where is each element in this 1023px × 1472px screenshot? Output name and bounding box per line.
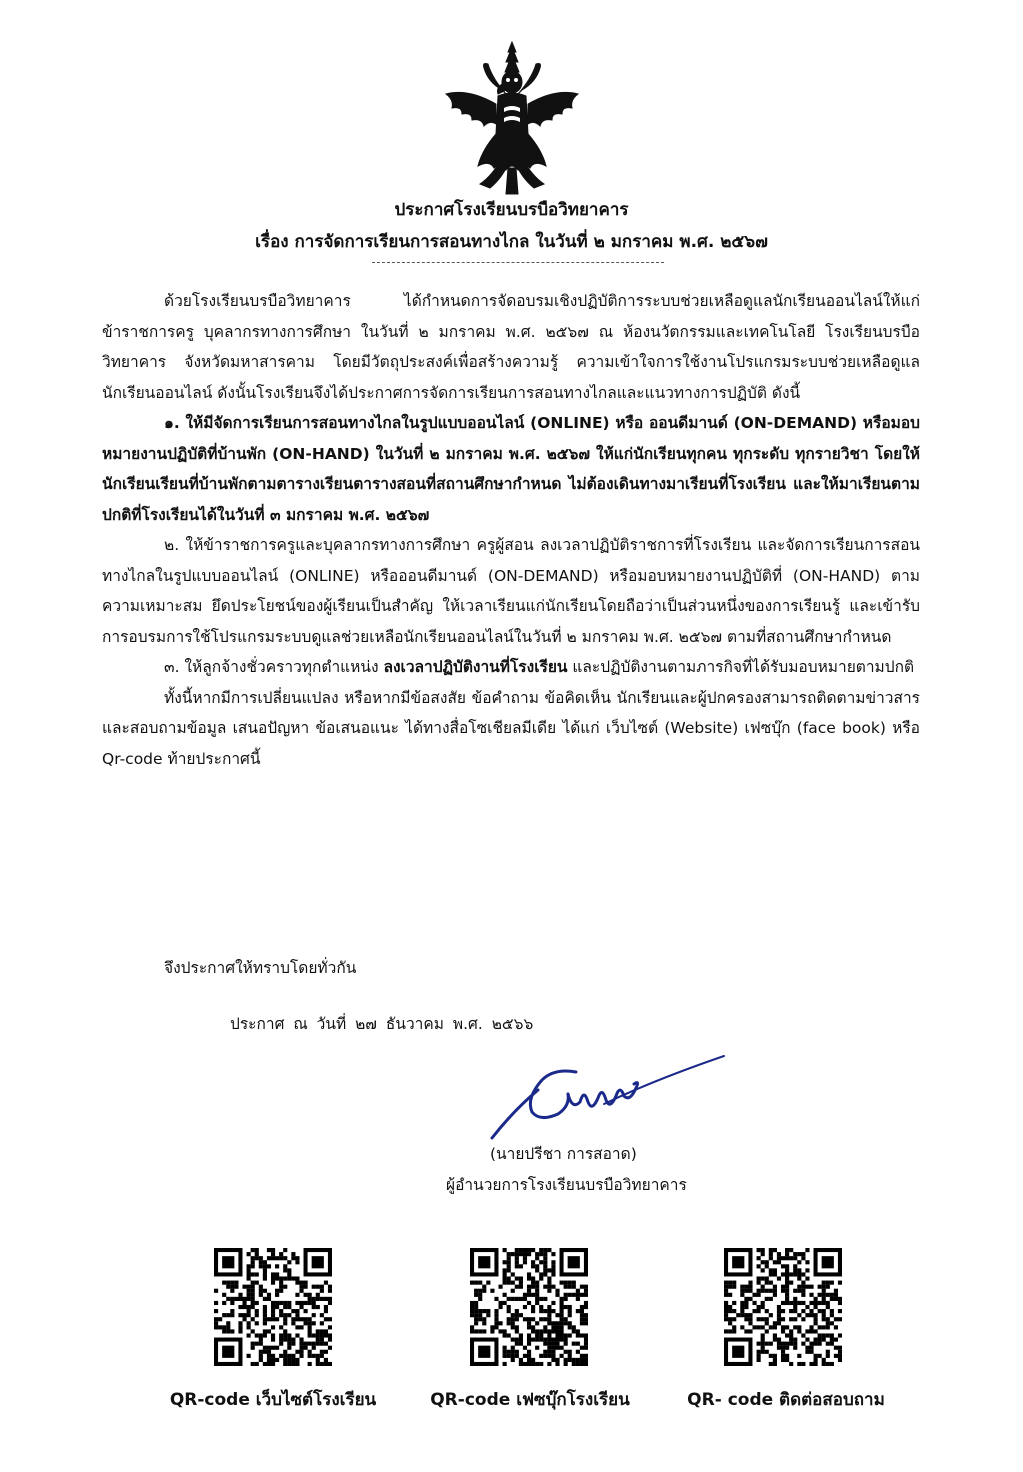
signature-image <box>484 1050 730 1142</box>
website-qr-label: QR-code เว็บไซต์โรงเรียน <box>169 1390 377 1410</box>
closing-statement: จึงประกาศให้ทราบโดยทั่วกัน <box>164 959 357 977</box>
item-1-paragraph: ๑. ให้มีจัดการเรียนการสอนทางไกลในรูปแบบออนไลน์ (ONLINE) หรือ ออนดีมานด์ (ON-DEMAND) หรือมอบหมายงานปฏิบัติที่บ้านพัก (ON-HAND) ในวันที่ ๒ มกราคม พ.ศ. ๒๕๖๗ ให้แก่นักเรียนทุกคน ทุกระดับ ทุกรายวิชา โดยให้นักเรียนเรียนที่บ้านพักตามตารางเรียนตารางสอนที่สถานศึกษากำหนด ไม่ต้องเดินทางมาเรียนที่โรงเรียน และให้มาเรียนตามปกติที่โรงเรียนได้ในวันที่ ๓ มกราคม พ.ศ. ๒๕๖๗ <box>102 414 920 524</box>
item-2-paragraph: ๒. ให้ข้าราชการครูและบุคลากรทางการศึกษา ครูผู้สอน ลงเวลาปฏิบัติราชการที่โรงเรียน และจัดการเรียนการสอนทางไกลในรูปแบบออนไลน์ (ONLINE) หรือออนดีมานด์ (ON-DEMAND) หรือมอบหมายงานปฏิบัติที่ (ON-HAND) ตามความเหมาะสม ยึดประโยชน์ของผู้เรียนเป็นสำคัญ ให้เวลาเรียนแก่นักเรียนโดยถือว่าเป็นส่วนหนึ่งของการเรียนรู้ และเข้ารับการอบรมการใช้โปรแกรมระบบดูแลช่วยเหลือนักเรียนออนไลน์ในวันที่ ๒ มกราคม พ.ศ. ๒๕๖๗ ตามที่สถานศึกษากำหนด <box>102 536 920 646</box>
announcement-date: ประกาศ ณ วันที่ ๒๗ ธันวาคม พ.ศ. ๒๕๖๖ <box>230 1015 534 1033</box>
item-3-emphasis: ลงเวลาปฏิบัติงานที่โรงเรียน <box>383 658 568 676</box>
item-3-paragraph <box>102 652 920 683</box>
website-qr-code[interactable] <box>214 1248 332 1366</box>
intro-paragraph: ด้วยโรงเรียนบรบือวิทยาคาร ได้กำหนดการจัดอบรมเชิงปฏิบัติการระบบช่วยเหลือดูแลนักเรียนออนไลน์ให้แก่ข้าราชการครู บุคลากรทางการศึกษา ในวันที่ ๒ มกราคม พ.ศ. ๒๕๖๗ ณ ห้องนวัตกรรมและเทคโนโลยี โรงเรียนบรบือวิทยาคาร จังหวัดมหาสารคาม โดยมีวัตถุประสงค์เพื่อสร้างความรู้ ความเข้าใจการใช้งานโปรแกรมระบบช่วยเหลือดูแลนักเรียนออนไลน์ ดังนั้นโรงเรียนจึงได้ประกาศการจัดการเรียนการสอนทางไกลและแนวทางการปฏิบัติ ดังนี้ <box>102 292 920 402</box>
announcement-body <box>102 286 920 774</box>
note-paragraph: ทั้งนี้หากมีการเปลี่ยนแปลง หรือหากมีข้อสงสัย ข้อคำถาม ข้อคิดเห็น นักเรียนและผู้ปกครองสามารถติดตามข่าวสาร และสอบถามข้อมูล เสนอปัญหา ข้อเสนอแนะ ได้ทางสื่อโซเชียลมีเดีย ได้แก่ เว็บไซต์ (Website) เฟซบุ๊ก (face book) หรือ Qr-code ท้ายประกาศนี้ <box>102 688 920 768</box>
signatory-name: (นายปรีชา การสอาด) <box>490 1145 637 1163</box>
item-3-text-end: และปฏิบัติงานตามภารกิจที่ได้รับมอบหมายตามปกติ <box>567 658 915 676</box>
garuda-emblem-icon <box>432 38 592 198</box>
contact-qr-label: QR- code ติดต่อสอบถาม <box>687 1390 885 1410</box>
signatory-position: ผู้อำนวยการโรงเรียนบรบือวิทยาคาร <box>446 1176 687 1194</box>
announcement-title: ประกาศโรงเรียนบรบือวิทยาคาร <box>394 200 629 220</box>
facebook-qr-label: QR-code เฟซบุ๊กโรงเรียน <box>430 1390 630 1410</box>
title-separator <box>372 262 664 263</box>
announcement-subject: เรื่อง การจัดการเรียนการสอนทางไกล ในวันที่ ๒ มกราคม พ.ศ. ๒๕๖๗ <box>255 232 768 252</box>
contact-qr-code[interactable] <box>724 1248 842 1366</box>
facebook-qr-code[interactable] <box>470 1248 588 1366</box>
item-3-text: ๓. ให้ลูกจ้างชั่วคราวทุกตำแหน่ง <box>164 658 384 676</box>
